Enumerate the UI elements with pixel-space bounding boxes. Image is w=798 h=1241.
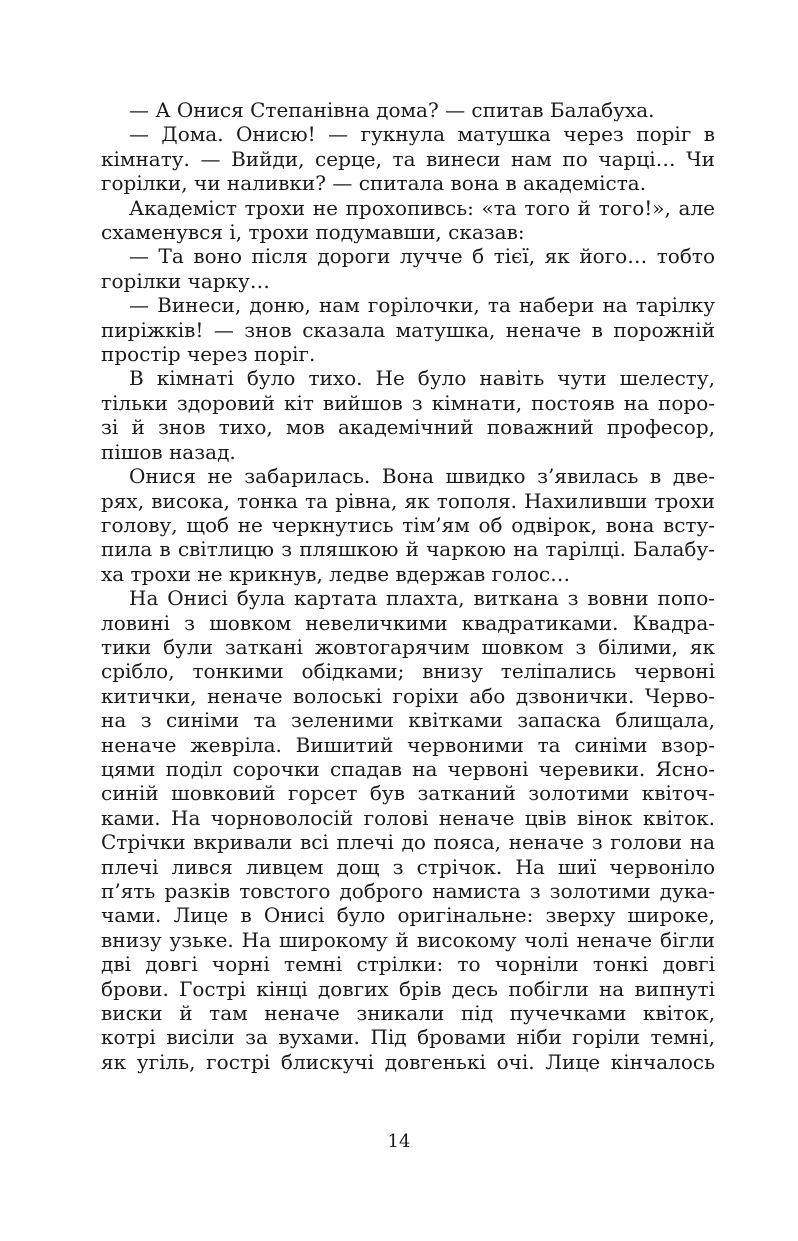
text-line: пила в світлицю з пляшкою й чаркою на тарілці. Балабу-	[101, 537, 715, 562]
text-line: Онися не забарилась. Вона швидко з’явилась в две-	[129, 464, 715, 489]
text-line: — Дома. Онисю! — гукнула матушка через поріг в	[129, 122, 715, 147]
paragraph	[101, 366, 715, 464]
paragraph	[101, 196, 715, 245]
text-line: кімнату. — Вийди, серце, та винеси нам по чарці… Чи	[101, 146, 715, 171]
text-line: як угіль, гострі блискучі довгенькі очі. Лице кінчалось	[101, 1049, 715, 1074]
text-line: голову, щоб не черкнутись тім’ям об одвірок, вона всту-	[101, 512, 715, 537]
text-line: ха трохи не крикнув, ледве вдержав голос…	[101, 561, 571, 586]
text-line: — Винеси, доню, нам горілочки, та набери на тарілку	[129, 293, 715, 318]
text-line: брови. Гострі кінці довгих брів десь побігли на випнуті	[101, 976, 715, 1001]
text-line: синій шовковий горсет був затканий золотими квіточ-	[101, 781, 715, 806]
text-line: схаменувся і, трохи подумавши, сказав:	[101, 220, 525, 245]
text-line: простір через поріг.	[101, 342, 316, 367]
text-line: На Онисі була картата плахта, виткана з вовни попо-	[129, 586, 715, 611]
text-line: виски й там неначе зникали під пучечками квіток,	[101, 1001, 715, 1026]
text-line: китички, неначе волоські горіхи або дзвонички. Черво-	[101, 683, 715, 708]
text-line: Академіст трохи не прохопивсь: «та того й того!», але	[129, 195, 715, 220]
paragraph	[101, 244, 715, 293]
text-line: дві довгі чорні темні стрілки: то чорніли тонкі довгі	[101, 952, 715, 977]
text-line: — Та воно після дороги лучче б тієї, як його… тобто	[129, 244, 715, 269]
paragraph	[101, 293, 715, 366]
text-line: зі й знов тихо, мов академічний поважний професор,	[101, 415, 715, 440]
paragraph	[101, 98, 715, 122]
text-line: цями поділ сорочки спадав на червоні черевики. Ясно-	[101, 756, 715, 781]
text-line: плечі лився ливцем дощ з стрічок. На шиї червоніло	[101, 854, 715, 879]
text-line: внизу узьке. На широкому й високому чолі неначе бігли	[101, 927, 715, 952]
text-line: рях, висока, тонка та рівна, як тополя. Нахиливши трохи	[101, 488, 715, 513]
text-line: пішов назад.	[101, 439, 236, 464]
text-line: горілки чарку…	[101, 268, 270, 293]
paragraph	[101, 122, 715, 195]
text-line: на з синіми та зеленими квітками запаска блищала,	[101, 708, 715, 733]
page-number: 14	[387, 1131, 411, 1152]
text-line: чами. Лице в Онисі було оригінальне: зверху широке,	[101, 903, 715, 928]
text-line: ками. На чорноволосій голові неначе цвів вінок квіток.	[101, 805, 715, 830]
text-line: тики були заткані жовтогарячим шовком з білими, як	[101, 634, 715, 659]
text-line: котрі висіли за вухами. Під бровами ніби горіли темні,	[101, 1025, 715, 1050]
text-line: — А Онися Степанівна дома? — спитав Балабуха.	[129, 98, 655, 122]
text-line: п’ять разків товстого доброго намиста з золотими дука-	[101, 879, 715, 903]
text-line: В кімнаті було тихо. Не було навіть чути шелесту,	[129, 366, 715, 391]
text-line: тільки здоровий кіт вийшов з кімнати, постояв на поро-	[101, 390, 715, 415]
text-line: пиріжків! — знов сказала матушка, неначе в порожній	[101, 317, 715, 342]
paragraph	[101, 464, 715, 586]
paragraph	[101, 586, 715, 1074]
text-line: горілки, чи наливки? — спитала вона в академіста.	[101, 171, 647, 196]
text-line: Стрічки вкривали всі плечі до пояса, неначе з голови на	[101, 830, 715, 855]
body-text	[101, 98, 715, 1074]
text-line: срібло, тонкими обідками; внизу теліпались червоні	[101, 659, 715, 684]
text-line: неначе жевріла. Вишитий червоними та синіми взор-	[101, 732, 715, 757]
text-line: ловині з шовком невеличкими квадратиками. Квадра-	[101, 610, 715, 635]
